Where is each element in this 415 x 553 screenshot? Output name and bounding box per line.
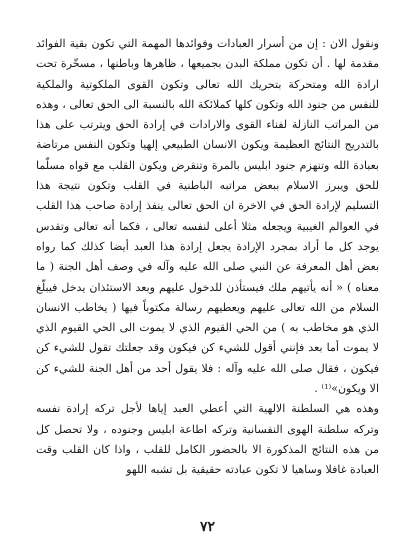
document-page [36,34,379,481]
page-number: ٧٢ [199,519,216,535]
paragraph-2: وهذه هي السلطنة الالهية التي أعطي العبد إياها لأجل تركه إرادة نفسه وتركه سلطنة الهوى النفسانية وتركه اطاعة ابليس وجنوده ، ولا تحصل كل من هذه النتائج المذكورة الا بالحضور الكامل للقلب ، واذا كان القلب وقت العبادة غافلا وساهيا لا تكون عبادته حقيقية بل تشبه اللهو [36,402,379,477]
paragraph-1: ونقول الان : إن من أسرار العبادات وفوائدها المهمة التي تكون بقية الفوائد مقدمة لها . أن تكون مملكة البدن بجميعها ، ظاهرها وباطنها ، مسخّرة تحت ارادة الله ومتحركة بتحريك الله تعالى وتكون القوى الملكوتية والملكية للنفس من جنود الله وتكون كلها كملائكة الله بالنسبة الى الحق تعالى ، وهذه من المراتب النازلة لفناء القوى والارادات في إرادة الحق ويترتب على هذا بالتدريج النتائج العظيمة ويكون الانسان الطبيعي إلهيا وتكون النفس مرتاضة بعبادة الله وتنهزم جنود ابليس بالمرة وتنقرض ويكون القلب مع قواه مسلّما للحق ويبرز الاسلام ببعض مراتبه الباطنية في القلب وتكون نتيجة هذا التسليم لإرادة الحق في الاخرة ان الحق تعالى ينفذ إرادة صاحب هذا القلب في العوالم الغيبية ويجعله مثلا أعلى لنفسه تعالى ، فكما أنه تعالى وتقدس يوجد كل ما أراد بمجرد الإرادة يجعل إرادة هذا العبد أيضا كذلك كما رواه بعض أهل المعرفة عن النبي صلى الله عليه وآله في وصف أهل الجنة ( ما معناه ) « أنه يأتيهم ملك فيستأذن للدخول عليهم وبعد الاستئذان يدخل فيبلّغ السلام من الله تعالى عليهم ويعطيهم رسالة مكتوباً فيها ( يخاطب الانسان الذي هو مخاطب به ) من الحي القيوم الذي لا يموت الى الحي القيوم الذي لا يموت أما بعد فإنني أقول للشيء كن فيكون وقد جعلتك تقول للشيء كن فيكون ، فقال صلى الله عليه وآله : فلا يقول أحد من أهل الجنة للشيء كن الا ويكون»⁽¹⁾ . [36,37,379,396]
